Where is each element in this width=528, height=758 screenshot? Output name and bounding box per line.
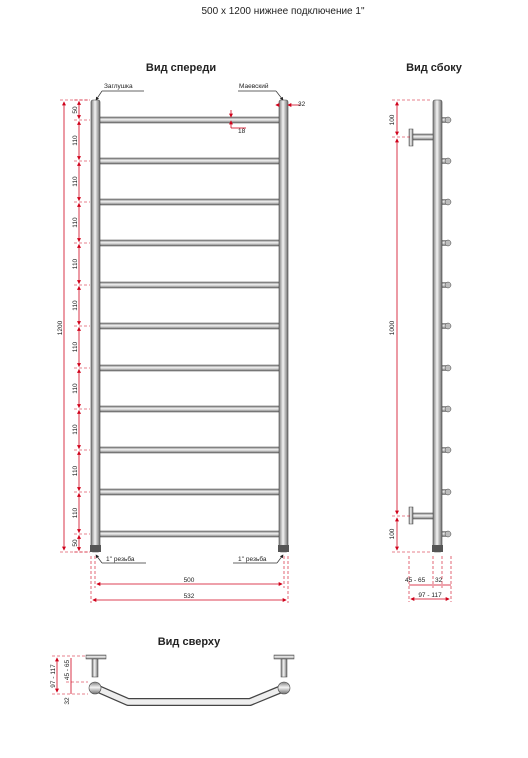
front-rung-10 xyxy=(96,489,284,495)
side-middle-dim: 1000 xyxy=(389,320,396,336)
thread-right-leader xyxy=(277,555,283,563)
spacing-dim-3: 110 xyxy=(72,176,79,187)
spacing-dim-4: 110 xyxy=(72,217,79,228)
tube-diameter-dim: 32 xyxy=(298,101,306,108)
top-tube-dim: 32 xyxy=(64,697,71,705)
top-view-title: Вид сверху xyxy=(157,636,221,648)
side-rung-end-3 xyxy=(445,199,451,205)
top-right-tube-section xyxy=(278,682,290,694)
top-depth-dim: 97 - 117 xyxy=(50,664,57,688)
front-rung-3 xyxy=(96,199,284,205)
side-rung-ends xyxy=(442,117,451,537)
side-view-title: Вид сбоку xyxy=(406,62,462,74)
mayevsky-leader xyxy=(276,91,283,100)
side-upright-tube xyxy=(433,100,442,552)
spacing-dim-7: 110 xyxy=(72,341,79,353)
front-rung-6 xyxy=(96,323,284,329)
plug-label: Заглушка xyxy=(104,83,133,90)
spacing-dim-11: 110 xyxy=(72,507,79,519)
spacing-dim-12: 50 xyxy=(72,539,79,547)
front-rung-4 xyxy=(96,240,284,246)
side-rung-end-6 xyxy=(445,323,451,329)
total-height-dim: 1200 xyxy=(57,320,64,336)
side-rung-end-2 xyxy=(445,158,451,164)
thread-left-label: 1'' резьба xyxy=(106,556,135,563)
front-rung-9 xyxy=(96,447,284,453)
front-rung-5 xyxy=(96,282,284,288)
right-bottom-fitting xyxy=(278,545,289,552)
side-rung-end-5 xyxy=(445,282,451,288)
side-rung-end-4 xyxy=(445,240,451,246)
spacing-dim-1: 50 xyxy=(72,106,79,114)
thread-right-label: 1'' резьба xyxy=(238,556,267,563)
front-rung-1 xyxy=(96,117,284,123)
spacing-dim-6: 110 xyxy=(72,300,79,311)
front-rung-8 xyxy=(96,406,284,412)
spacing-dim-10: 110 xyxy=(72,465,79,477)
right-upright-tube xyxy=(279,100,288,552)
width-axis-dim: 500 xyxy=(183,577,195,584)
side-rung-end-10 xyxy=(445,489,451,495)
wall-bracket-bottom xyxy=(409,507,433,524)
plug-leader xyxy=(96,91,102,100)
front-rung-7 xyxy=(96,365,284,371)
side-tube-dim: 32 xyxy=(435,577,443,584)
front-view-title: Вид спереди xyxy=(145,62,217,74)
left-bottom-fitting xyxy=(90,545,101,552)
top-wall-mount-right xyxy=(274,655,294,677)
side-rung-end-8 xyxy=(445,406,451,412)
side-rung-end-7 xyxy=(445,365,451,371)
front-rung-11 xyxy=(96,531,284,537)
top-left-tube-section xyxy=(89,682,101,694)
rail-spacing-chain xyxy=(72,100,90,552)
side-rung-end-9 xyxy=(445,447,451,453)
spacing-dim-2: 110 xyxy=(72,135,79,146)
top-offset-dim: 45 - 65 xyxy=(64,659,71,681)
spacing-dim-8: 110 xyxy=(72,383,79,394)
side-top-dim: 100 xyxy=(389,114,396,126)
mayevsky-label: Маевский xyxy=(239,83,269,90)
top-view xyxy=(50,655,294,705)
bar-diameter-dim: 18 xyxy=(238,128,246,135)
side-depth-dim: 97 - 117 xyxy=(418,592,442,599)
front-rung-2 xyxy=(96,158,284,164)
front-rungs xyxy=(96,117,284,537)
side-rung-end-11 xyxy=(445,531,451,537)
left-upright-tube xyxy=(91,100,100,552)
top-wall-mount-left xyxy=(86,655,106,677)
spacing-dim-9: 110 xyxy=(72,424,79,435)
side-view xyxy=(389,100,451,602)
drawing-title: 500 х 1200 нижнее подключение 1" xyxy=(201,6,365,17)
wall-bracket-top xyxy=(409,129,433,146)
side-rung-end-1 xyxy=(445,117,451,123)
thread-left-leader xyxy=(96,555,102,563)
side-bottom-dim: 100 xyxy=(389,528,396,540)
front-view xyxy=(57,82,306,603)
spacing-dim-5: 110 xyxy=(72,258,79,270)
width-total-dim: 532 xyxy=(183,593,195,600)
side-offset-dim: 45 - 65 xyxy=(405,577,426,584)
